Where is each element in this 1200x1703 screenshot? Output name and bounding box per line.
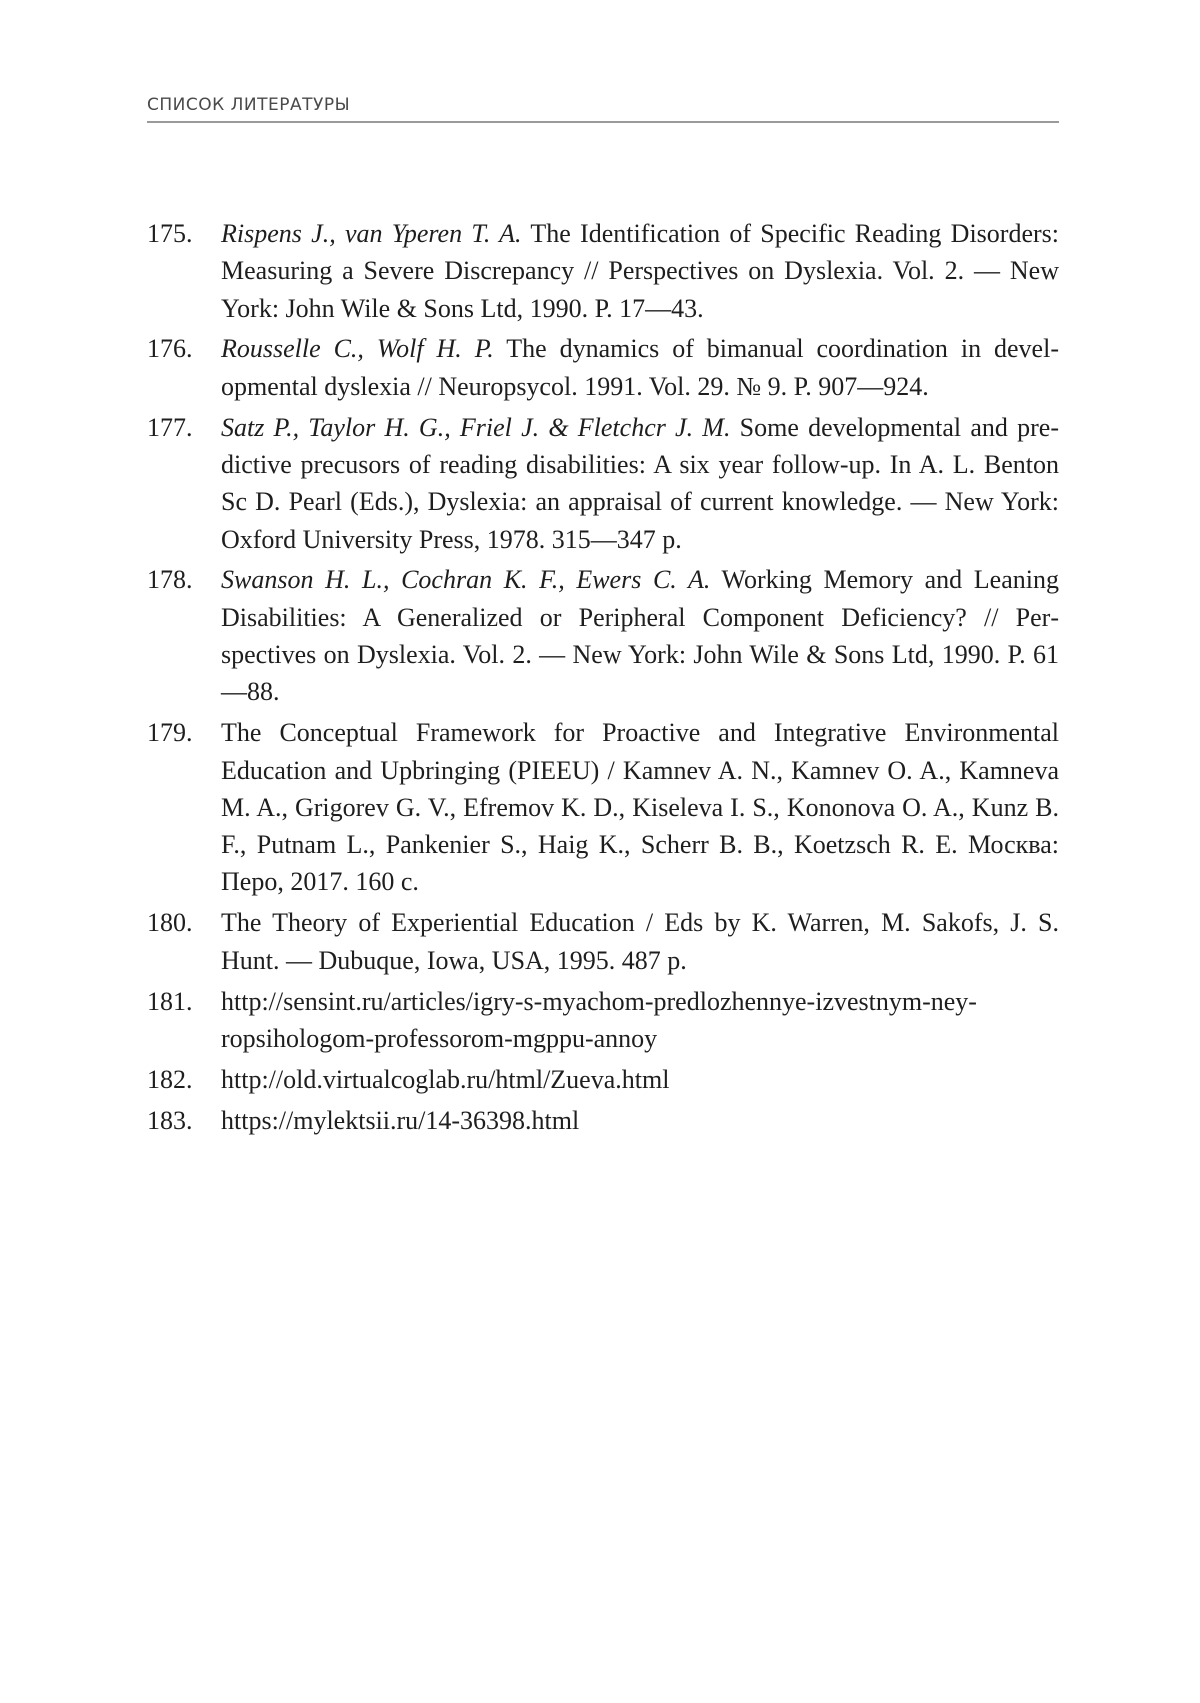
reference-number: 179. <box>147 718 193 748</box>
reference-description: The Identification of Specific Reading Disorders: Measuring a Severe Discrepancy // Perspectives on Dyslexia. Vol. 2. — New York: John Wile & Sons Ltd, 1990. P. 17—43. <box>221 219 1059 323</box>
reference-item <box>147 983 1059 1058</box>
reference-authors: Rispens J., van Yperen T. A. <box>221 219 522 248</box>
reference-item <box>147 561 1059 710</box>
reference-text <box>221 714 1059 900</box>
reference-text <box>221 1061 1059 1098</box>
reference-description: Some developmental and predictive precusors of reading disabilities: A six year follow-up. In A. L. Benton Sc D. Pearl (Eds.), Dyslexia: an appraisal of current knowledge. — New York: Oxford University Press, 1978. 315—347 p. <box>221 412 1059 554</box>
reference-item <box>147 330 1059 405</box>
reference-list <box>147 215 1059 1142</box>
reference-text <box>221 1102 1059 1139</box>
reference-number: 176. <box>147 334 193 364</box>
reference-item <box>147 409 1059 558</box>
reference-text <box>221 561 1059 710</box>
reference-number: 183. <box>147 1105 193 1135</box>
reference-url: http://old.virtualcoglab.ru/html/Zueva.html <box>221 1064 670 1094</box>
reference-number: 180. <box>147 908 193 938</box>
reference-text <box>221 409 1059 558</box>
reference-description: The dynamics of bimanual coordination in developmental dyslexia // Neuropsycol. 1991. Vol. 29. № 9. P. 907—924. <box>221 334 1059 401</box>
reference-item <box>147 714 1059 900</box>
header-divider <box>147 121 1059 123</box>
reference-text <box>221 904 1059 979</box>
reference-description: The Theory of Experiential Education / Eds by K. Warren, M. Sakofs, J. S. Hunt. — Dubuque, Iowa, USA, 1995. 487 p. <box>221 908 1059 975</box>
reference-description: The Conceptual Framework for Proactive and Integrative Environmental Education and Upbringing (PIEEU) / Kamnev A. N., Kamnev O. A., Kamneva M. A., Grigorev G. V., Efremov K. D., Kiseleva I. S., Kononova O. A., Kunz B. F., Putnam L., Pankenier S., Haig K., Scherr B. B., Koetzsch R. E. Москва: Перо, 2017. 160 с. <box>221 718 1059 897</box>
reference-number: 175. <box>147 219 193 248</box>
reference-item <box>147 1102 1059 1139</box>
reference-number: 181. <box>147 986 193 1016</box>
reference-authors: Satz P., Taylor H. G., Friel J. & Fletchcr J. M. <box>221 412 731 442</box>
reference-text <box>221 330 1059 405</box>
reference-item <box>147 215 1059 327</box>
reference-authors: Swanson H. L., Cochran K. F., Ewers C. A. <box>221 565 711 595</box>
reference-text <box>221 215 1059 327</box>
reference-text <box>221 983 1059 1058</box>
reference-description: Working Memory and Leaning Disabilities: A Generalized or Peripheral Component Deficiency? // Perspectives on Dyslexia. Vol. 2. — New York: John Wile & Sons Ltd, 1990. P. 61—88. <box>221 565 1059 707</box>
reference-url: https://mylektsii.ru/14-36398.html <box>221 1105 580 1135</box>
reference-item <box>147 904 1059 979</box>
reference-number: 177. <box>147 412 193 442</box>
reference-number: 178. <box>147 565 193 595</box>
reference-number: 182. <box>147 1064 193 1094</box>
running-header: СПИСОК ЛИТЕРАТУРЫ <box>147 95 351 115</box>
reference-authors: Rousselle C., Wolf H. P. <box>221 334 494 364</box>
reference-url: http://sensint.ru/articles/igry-s-myachom-predlozhennye-izvestnym-neyropsihologom-professorom-mgppu-annoy <box>221 986 977 1053</box>
reference-item <box>147 1061 1059 1098</box>
